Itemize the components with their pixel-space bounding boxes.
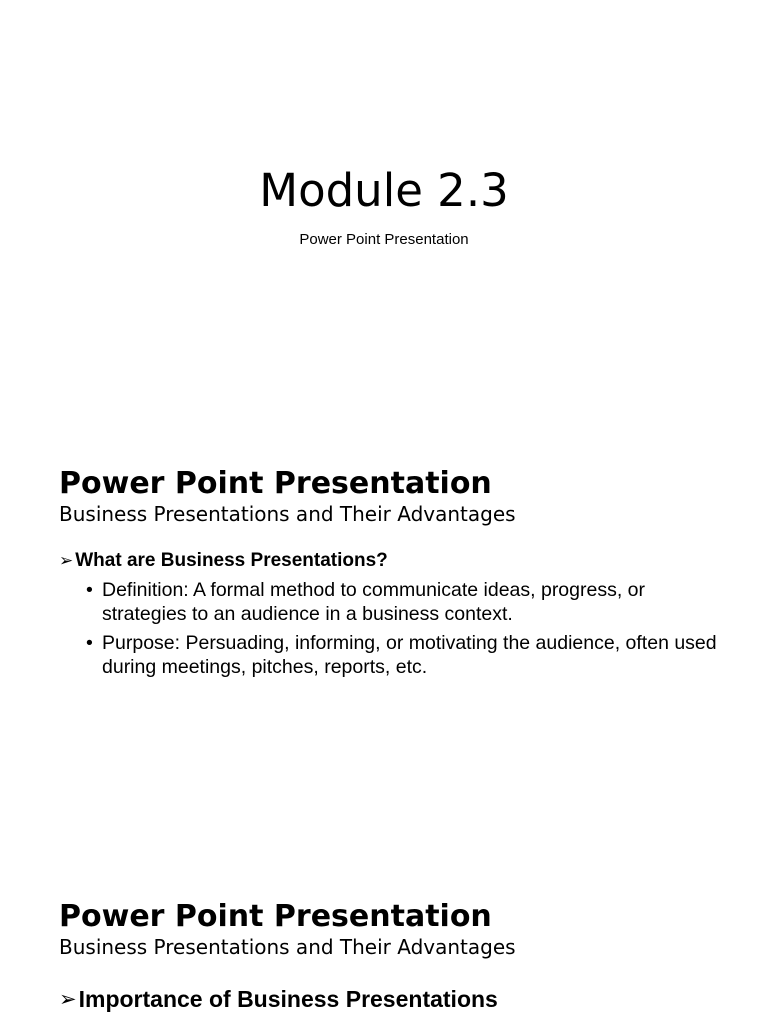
content-slide-importance bbox=[0, 880, 768, 1024]
section-heading bbox=[59, 985, 498, 1013]
slide-heading: Power Point Presentation bbox=[59, 899, 492, 934]
slide-subheading: Business Presentations and Their Advantages bbox=[59, 935, 516, 959]
list-item bbox=[86, 631, 726, 679]
bullet-list bbox=[86, 578, 726, 684]
slide-subheading: Business Presentations and Their Advantages bbox=[59, 502, 516, 526]
slide-title: Module 2.3 bbox=[259, 164, 509, 217]
list-item-text: Purpose: Persuading, informing, or motivating the audience, often used during meetings, pitches, reports, etc. bbox=[102, 632, 717, 678]
section-heading bbox=[59, 549, 388, 573]
content-slide-what-are bbox=[0, 440, 768, 840]
arrow-bullet-icon: ➢ bbox=[59, 551, 74, 571]
arrow-bullet-icon: ➢ bbox=[59, 987, 77, 1011]
slide-subtitle: Power Point Presentation bbox=[299, 231, 469, 248]
section-heading-label: Importance of Business Presentations bbox=[78, 986, 498, 1012]
bullet-dot-icon: • bbox=[86, 579, 93, 601]
title-slide bbox=[0, 0, 768, 420]
section-heading-label: What are Business Presentations? bbox=[75, 550, 388, 571]
bullet-dot-icon: • bbox=[86, 632, 93, 654]
slide-heading: Power Point Presentation bbox=[59, 466, 492, 501]
list-item-text: Definition: A formal method to communicate ideas, progress, or strategies to an audience in a business context. bbox=[102, 579, 646, 625]
list-item bbox=[86, 578, 726, 626]
